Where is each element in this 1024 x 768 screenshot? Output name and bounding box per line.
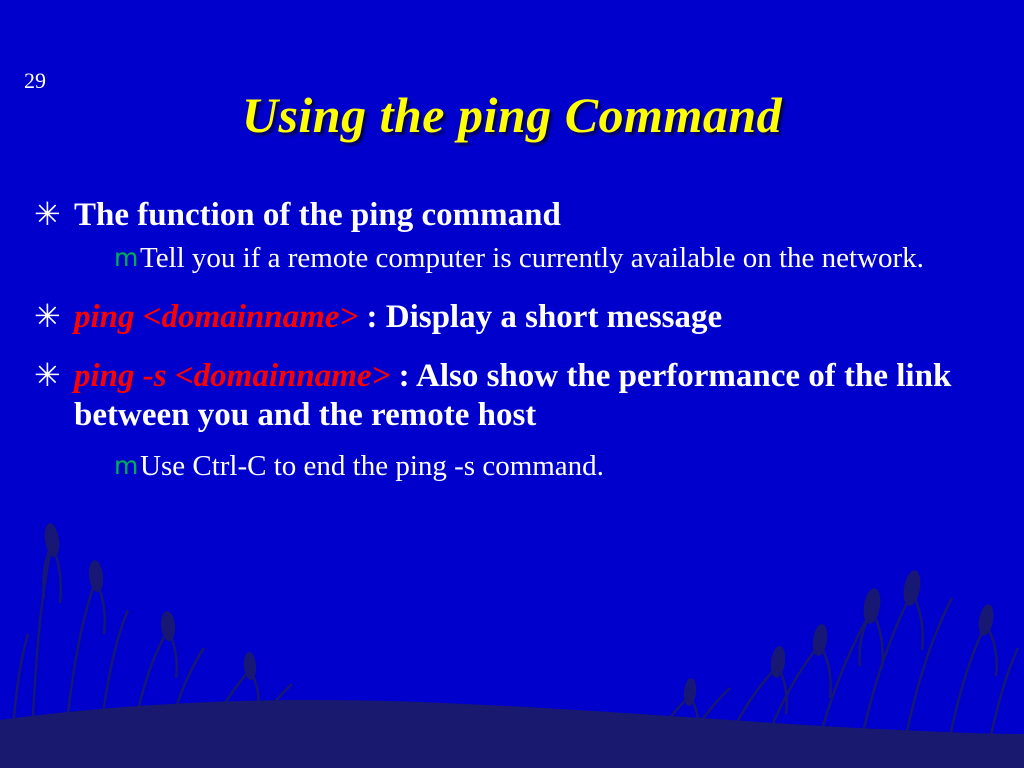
- bullet-item-3-text: : Also show the performance of the link between you and the remote host: [74, 357, 952, 433]
- slide-body: [30, 196, 996, 489]
- bullet-item-3-command: ping -s <domainname>: [74, 357, 391, 394]
- asterisk-bullet-icon: ✳: [34, 355, 61, 394]
- sub-bullet-item-2: [30, 449, 996, 484]
- sub-bullet-item-2-text: Use Ctrl-C to end the ping -s command.: [140, 449, 604, 482]
- bullet-item-2-text: : Display a short message: [358, 298, 723, 335]
- bullet-item-2-command: ping <domainname>: [74, 298, 359, 335]
- asterisk-bullet-icon: ✳: [34, 296, 61, 335]
- page-title: Using the ping Command: [241, 87, 783, 143]
- sub-bullet-item-1-text: Tell you if a remote computer is currently available on the network.: [140, 241, 924, 274]
- bullet-item-1-text: The function of the ping command: [74, 197, 561, 233]
- bullet-item-1: [30, 196, 996, 235]
- decorative-ground-band: [0, 678, 1024, 768]
- slide-number: 29: [24, 68, 46, 93]
- bullet-item-3: [30, 357, 996, 435]
- bullet-item-2: [30, 298, 996, 337]
- m-bullet-icon: m: [114, 450, 139, 480]
- sub-bullet-item-1: [30, 241, 996, 276]
- m-bullet-icon: m: [114, 242, 139, 272]
- asterisk-bullet-icon: ✳: [34, 195, 61, 233]
